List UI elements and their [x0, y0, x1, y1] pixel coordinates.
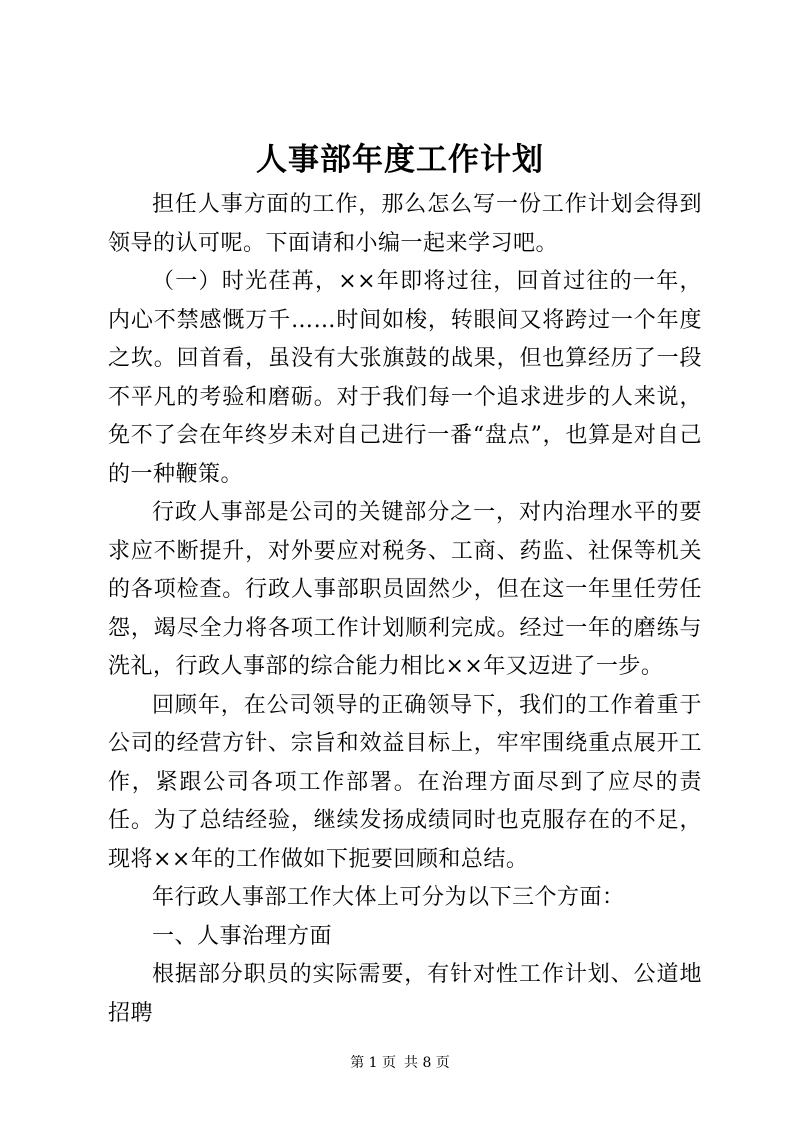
page-number: 第 1 页: [350, 1055, 396, 1071]
document-body: [108, 186, 702, 1033]
paragraph-intro: 担任人事方面的工作，那么怎么写一份工作计划会得到领导的认可呢。下面请和小编一起来学习吧。: [108, 192, 702, 256]
paragraph-recruitment: 根据部分职员的实际需要，有针对性工作计划、公道地招聘: [108, 962, 702, 1026]
document-title: 人事部年度工作计划: [256, 142, 544, 178]
paragraph-department-role: 行政人事部是公司的关键部分之一，对内治理水平的要求应不断提升，对外要应对税务、工商、药监、社保等机关的各项检查。行政人事部职员固然少，但在这一年里任劳任怨，竭尽全力将各项工作计划顺利完成。经过一年的磨练与洗礼，行政人事部的综合能力相比××年又迈进了一步。: [108, 500, 702, 679]
paragraph-overview: 年行政人事部工作大体上可分为以下三个方面：: [152, 885, 625, 910]
paragraph-reflection: （一）时光荏苒，××年即将过往，回首过往的一年，内心不禁感慨万千……时间如梭，转眼间又将跨过一个年度之坎。回首看，虽没有大张旗鼓的战果，但也算经历了一段不平凡的考验和磨砺。对于我们每一个追求进步的人来说，免不了会在年终岁未对自己进行一番“盘点”，也算是对自己的一种鞭策。: [108, 269, 702, 487]
paragraph-review: 回顾年，在公司领导的正确领导下，我们的工作着重于公司的经营方针、宗旨和效益目标上，牢牢围绕重点展开工作，紧跟公司各项工作部署。在治理方面尽到了应尽的责任。为了总结经验，继续发扬成绩同时也克服存在的不足，现将××年的工作做如下扼要回顾和总结。: [108, 692, 702, 872]
page-total: 共 8 页: [404, 1055, 450, 1071]
section-heading-hr-management: 一、人事治理方面: [152, 923, 333, 949]
page-footer: [0, 1053, 800, 1073]
